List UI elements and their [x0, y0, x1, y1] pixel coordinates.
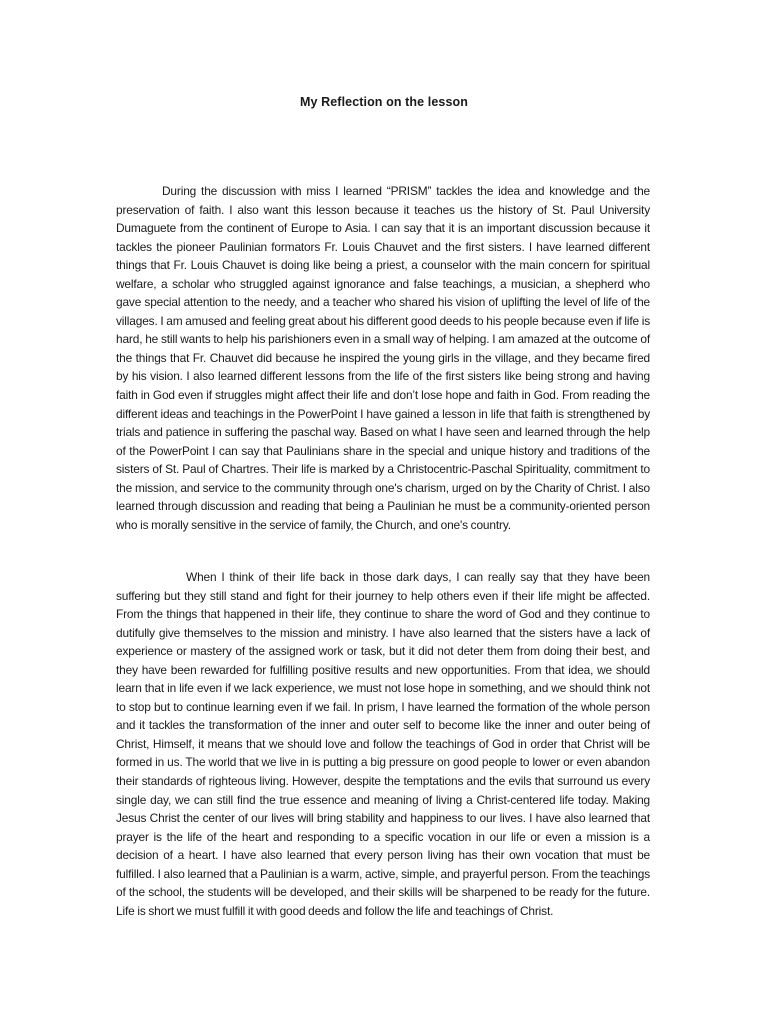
- paragraph-1: During the discussion with miss I learned “PRISM” tackles the idea and knowledge and the preservation of faith. I also want this lesson because it teaches us the history of St. Paul University Dumaguete from the continent of Europe to Asia. I can say that it is an important discussion because it tackles the pioneer Paulinian formators Fr. Louis Chauvet and the first sisters. I have learned different things that Fr. Louis Chauvet is doing like being a priest, a counselor with the main concern for spiritual welfare, a scholar who struggled against ignorance and false teachings, a musician, a shepherd who gave special attention to the needy, and a teacher who shared his vision of uplifting the level of life of the villages. I am amused and feeling great about his different good deeds to his people because even if life is hard, he still wants to help his parishioners even in a small way of helping. I am amazed at the outcome of the things that Fr. Chauvet did because he inspired the young girls in the village, and they became fired by his vision. I also learned different lessons from the life of the first sisters like being strong and having faith in God even if struggles might affect their life and don’t lose hope and faith in God. From reading the different ideas and teachings in the PowerPoint I have gained a lesson in life that faith is strengthened by trials and patience in suffering the paschal way. Based on what I have seen and learned through the help of the PowerPoint I can say that Paulinians share in the special and unique history and traditions of the sisters of St. Paul of Chartres. Their life is marked by a Christocentric-Paschal Spirituality, commitment to the mission, and service to the community through one's charism, urged on by the Charity of Christ. I also learned through discussion and reading that being a Paulinian he must be a community-oriented person who is morally sensitive in the service of family, the Church, and one's country.: [116, 184, 650, 532]
- document-title: My Reflection on the lesson: [299, 95, 468, 109]
- paragraph-2: When I think of their life back in those dark days, I can really say that they have been suffering but they still stand and fight for their journey to help others even if their life might be affected. From the things that happened in their life, they continue to share the word of God and they continue to dutifully give themselves to the mission and ministry. I have also learned that the sisters have a lack of experience or mastery of the assigned work or task, but it did not deter them from doing their best, and they have been rewarded for fulfilling positive results and new opportunities. From that idea, we should learn that in life even if we lack experience, we must not lose hope in something, and we should think not to stop but to continue learning even if we fail. In prism, I have learned the formation of the whole person and it tackles the transformation of the inner and outer self to become like the inner and outer being of Christ, Himself, it means that we should love and follow the teachings of God in order that Christ will be formed in us. The world that we live in is putting a big pressure on good people to lower or even abandon their standards of righteous living. However, despite the temptations and the evils that surround us every single day, we can still find the true essence and meaning of living a Christ-centered life today. Making Jesus Christ the center of our lives will bring stability and happiness to our lives. I have also learned that prayer is the life of the heart and responding to a specific vocation in our life or even a mission is a decision of a heart. I have also learned that every person living has their own vocation that must be fulfilled. I also learned that a Paulinian is a warm, active, simple, and prayerful person. From the teachings of the school, the students will be developed, and their skills will be sharpened to be ready for the future. Life is short we must fulfill it with good deeds and follow the life and teachings of Christ.: [116, 570, 650, 918]
